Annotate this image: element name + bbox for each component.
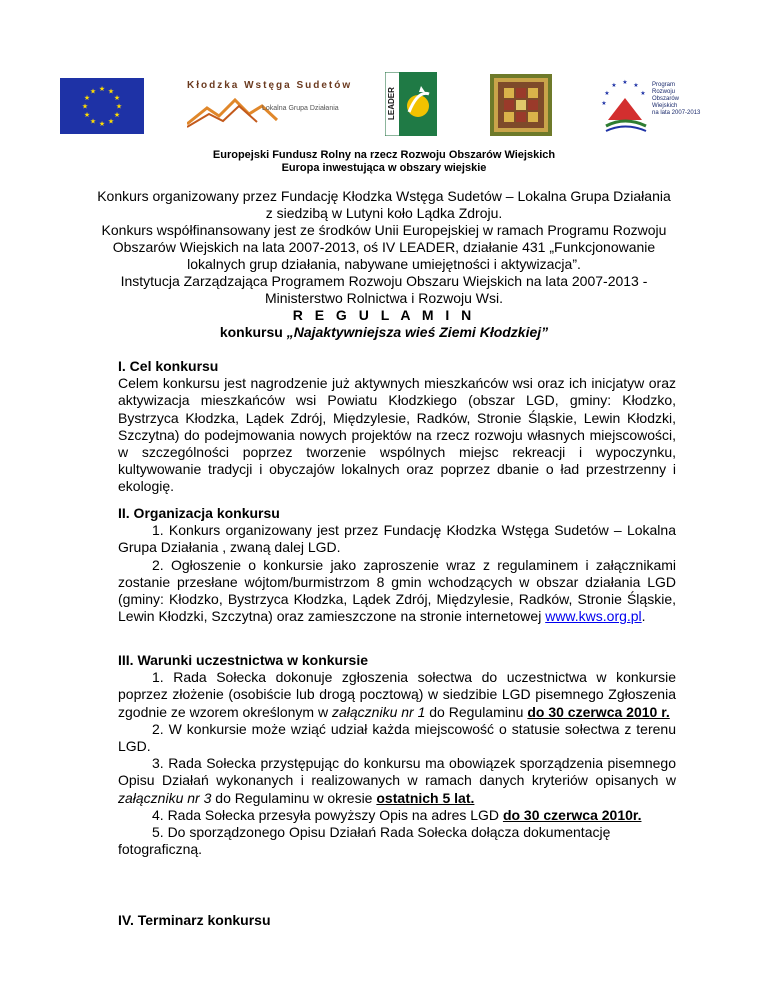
deadline-text: do 30 czerwca 2010 r. xyxy=(527,703,670,720)
svg-text:★: ★ xyxy=(98,120,106,128)
kws-logo-subtitle: Lokalna Grupa Działania xyxy=(262,105,339,112)
section-paragraph: Celem konkursu jest nagrodzenie już aktywnych mieszkańców wsi oraz ich inicjatyw oraz aktywizacja mieszkańców wsi Powiatu Kłodzkiego (obszar LGD, gminy: Kłodzko, Bystrzyca Kłodzka, Lądek Zdrój, Międzylesie, Radków, Stronie Śląskie, Lewin Kłodzki, Szczytna) do podejmowania nowych projektów na rzecz rozwoju własnych miejscowości, w szczególności poprzez tworzenie wspólnych miejsc rekreacji i wypoczynku, kultywowanie tradycji i obyczajów lokalnych oraz poprzez dbanie o ład przestrzenny i ekologię. xyxy=(118,375,676,495)
organizer-line: Obszarów Wiejskich na lata 2007-2013, oś IV LEADER, działanie 431 „Funkcjonowanie xyxy=(112,239,656,255)
document-title: R E G U L A M I N xyxy=(292,307,476,323)
kws-logo-title: Kłodzka Wstęga Sudetów xyxy=(187,80,353,91)
section-paragraph xyxy=(118,755,676,807)
organizer-line: Instytucja Zarządzająca Programem Rozwoju Obszaru Wiejskich na lata 2007-2013 - xyxy=(120,273,648,289)
paragraph-text: do Regulaminu xyxy=(425,703,528,720)
contest-name: „Najaktywniejsza wieś Ziemi Kłodzkiej” xyxy=(286,324,549,340)
svg-text:★: ★ xyxy=(113,94,121,102)
prow-logo-text xyxy=(652,82,700,117)
fund-name: Europejski Fundusz Rolny na rzecz Rozwoju Obszarów Wiejskich xyxy=(212,149,556,161)
section-heading: IV. Terminarz konkursu xyxy=(118,912,271,928)
svg-text:★: ★ xyxy=(107,87,115,96)
kws-logo xyxy=(187,80,353,136)
section-heading: I. Cel konkursu xyxy=(118,358,219,374)
prow-line: Program xyxy=(652,82,676,88)
organizer-line: Ministerstwo Rolnictwa i Rozwoju Wsi. xyxy=(264,290,504,306)
fund-header xyxy=(0,149,768,175)
organizer-line: lokalnych grup działania, nabywane umiejętności i aktywizacja”. xyxy=(187,256,581,272)
section-paragraph xyxy=(118,807,676,824)
document-subtitle xyxy=(0,324,768,341)
organizer-block xyxy=(0,188,768,307)
eu-stars-icon xyxy=(60,78,144,134)
section-paragraph xyxy=(118,557,676,626)
svg-text:★: ★ xyxy=(113,111,121,119)
mosaic-logo xyxy=(490,74,552,136)
organizer-line: z siedzibą w Lutyni koło Lądka Zdroju. xyxy=(265,205,503,221)
svg-text:★: ★ xyxy=(604,90,610,97)
prow-logo xyxy=(598,76,708,136)
leader-logo xyxy=(385,72,437,136)
section-4 xyxy=(118,912,676,929)
prow-line: na lata 2007-2013 xyxy=(652,110,701,116)
svg-text:★: ★ xyxy=(622,79,628,86)
attachment-reference: załączniku nr 1 xyxy=(331,703,426,720)
svg-text:★: ★ xyxy=(601,100,607,107)
svg-text:★: ★ xyxy=(83,111,91,119)
svg-text:★: ★ xyxy=(83,94,91,102)
prow-line: Wiejskich xyxy=(652,103,678,109)
svg-text:★: ★ xyxy=(89,87,97,96)
svg-text:★: ★ xyxy=(89,117,97,126)
prow-line: Rozwoju xyxy=(652,89,676,95)
website-link[interactable]: www.kws.org.pl xyxy=(545,608,642,625)
period-text: ostatnich 5 lat. xyxy=(376,789,475,806)
section-2 xyxy=(118,505,676,625)
eu-flag-logo xyxy=(60,78,144,134)
attachment-reference: załączniku nr 3 xyxy=(118,789,212,806)
paragraph-text: 2. Ogłoszenie o konkursie jako zaproszenie wraz z regulaminem i załącznikami zostanie przesłane wójtom/burmistrzom 8 gmin wchodzących w obszar działania LGD (gminy: Kłodzko, Bystrzyca Kłodzka, Lądek Zdrój, Międzylesie, Radków, Stronie Śląskie, Lewin Kłodzki, Szczytna) oraz zamieszczone na stronie internetowej xyxy=(118,556,676,625)
organizer-line: Konkurs współfinansowany jest ze środków Unii Europejskiej w ramach Programu Rozwoju xyxy=(101,222,667,238)
subtitle-prefix: konkursu xyxy=(219,324,287,340)
mosaic-emblem-icon xyxy=(490,74,552,136)
svg-text:★: ★ xyxy=(81,102,89,111)
logo-bar xyxy=(0,70,768,140)
leader-logo-text: LEADER xyxy=(387,87,396,121)
paragraph-text: 1. Rada Sołecka dokonuje zgłoszenia sołectwa do uczestnictwa w konkursie poprzez złożenie (osobiście lub drogą pocztową) w siedzibie LGD pisemnego Zgłoszenia zgodnie ze wzorem określonym w xyxy=(118,669,676,720)
svg-text:★: ★ xyxy=(633,82,639,89)
section-heading: III. Warunki uczestnictwa w konkursie xyxy=(118,652,368,668)
section-paragraph xyxy=(118,669,676,721)
svg-text:★: ★ xyxy=(640,90,646,97)
paragraph-end: . xyxy=(641,608,646,625)
organizer-line: Konkurs organizowany przez Fundację Kłodzka Wstęga Sudetów – Lokalna Grupa Działania xyxy=(97,188,671,204)
section-paragraph: 1. Konkurs organizowany jest przez Fundację Kłodzka Wstęga Sudetów – Lokalna Grupa Działania , zwaną dalej LGD. xyxy=(118,522,676,556)
prow-line: Obszarów xyxy=(652,96,680,102)
svg-text:★: ★ xyxy=(611,82,617,89)
prow-emblem-icon xyxy=(598,76,652,136)
svg-text:★: ★ xyxy=(98,85,106,93)
paragraph-text: 3. Rada Sołecka przystępując do konkursu ma obowiązek sporządzenia pisemnego Opisu Działań wykonanych i realizowanych w ramach danych kryteriów opisanych w xyxy=(118,755,676,789)
section-3 xyxy=(118,652,676,858)
deadline-text: do 30 czerwca 2010r. xyxy=(502,806,642,823)
section-paragraph: 5. Do sporządzonego Opisu Działań Rada Sołecka dołącza dokumentację fotograficzną. xyxy=(118,824,611,858)
fund-motto: Europa inwestująca w obszary wiejskie xyxy=(281,162,487,174)
section-heading: II. Organizacja konkursu xyxy=(118,505,280,521)
section-paragraph: 2. W konkursie może wziąć udział każda miejscowość o statusie sołectwa z terenu LGD. xyxy=(118,720,676,755)
svg-text:★: ★ xyxy=(107,117,115,126)
section-1 xyxy=(118,358,676,496)
svg-text:★: ★ xyxy=(115,102,123,111)
paragraph-text: do Regulaminu w okresie xyxy=(211,789,377,806)
paragraph-text: 4. Rada Sołecka przesyła powyższy Opis na adres LGD xyxy=(152,806,503,823)
